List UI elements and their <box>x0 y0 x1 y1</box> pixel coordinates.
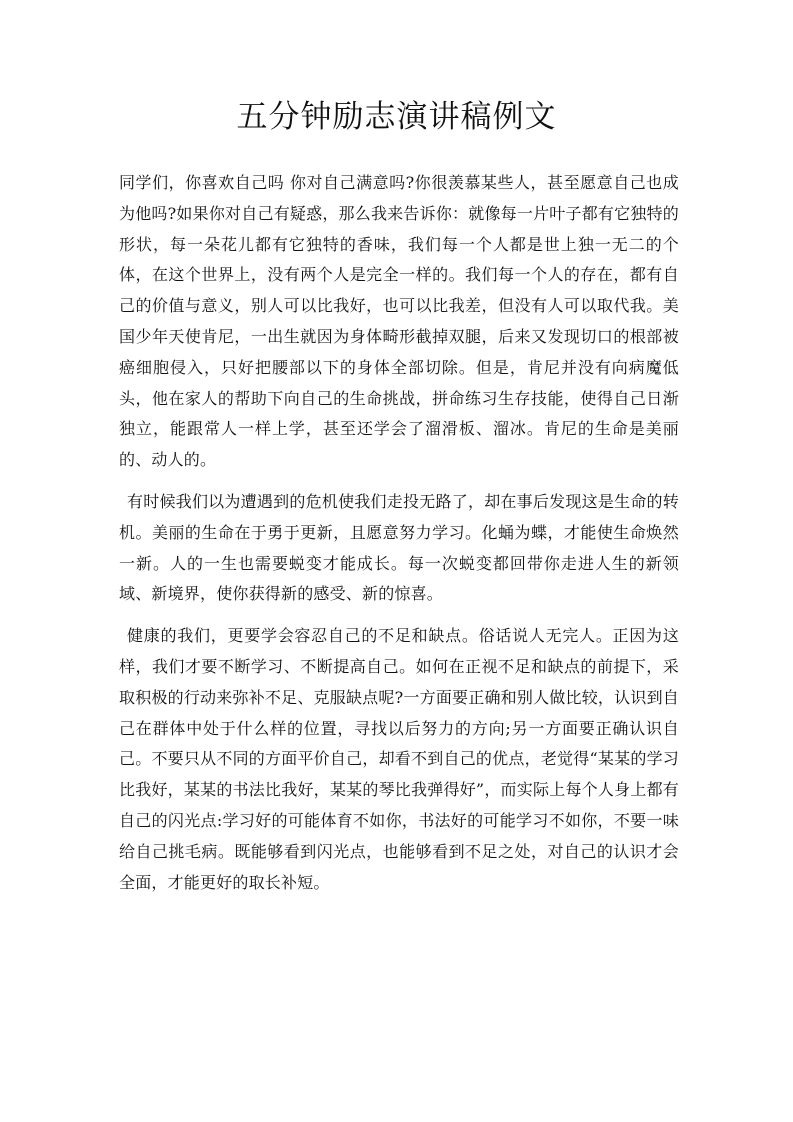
document-body <box>119 168 679 909</box>
paragraph-3: 健康的我们，更要学会容忍自己的不足和缺点。俗话说人无完人。正因为这样，我们才要不断学习、不断提高自己。如何在正视不足和缺点的前提下，采取积极的行动来弥补不足、克服缺点呢?一方面要正确和别人做比较，认识到自己在群体中处于什么样的位置，寻找以后努力的方向;另一方面要正确认识自己。不要只从不同的方面平价自己，却看不到自己的优点，老觉得“某某的学习比我好，某某的书法比我好，某某的琴比我弹得好”，而实际上每个人身上都有自己的闪光点:学习好的可能体育不如你，书法好的可能学习不如你，不要一味给自己挑毛病。既能够看到闪光点，也能够看到不足之处，对自己的认识才会全面，才能更好的取长补短。 <box>119 626 679 892</box>
paragraph-2: 有时候我们以为遭遇到的危机使我们走投无路了，却在事后发现这是生命的转机。美丽的生命在于勇于更新，且愿意努力学习。化蛹为蝶，才能使生命焕然一新。人的一生也需要蜕变才能成长。每一次蜕变都回带你走进人生的新领域、新境界，使你获得新的感受、新的惊喜。 <box>119 491 679 604</box>
paragraph-1: 同学们，你喜欢自己吗 你对自己满意吗?你很羡慕某些人，甚至愿意自己也成为他吗?如果你对自己有疑惑，那么我来告诉你：就像每一片叶子都有它独特的形状，每一朵花儿都有它独特的香味，我们每一个人都是世上独一无二的个体，在这个世界上，没有两个人是完全一样的。我们每一个人的存在，都有自己的价值与意义，别人可以比我好，也可以比我差，但没有人可以取代我。美国少年天使肯尼，一出生就因为身体畸形截掉双腿，后来又发现切口的根部被癌细胞侵入，只好把腰部以下的身体全部切除。但是，肯尼并没有向病魔低头，他在家人的帮助下向自己的生命挑战，拼命练习生存技能，使得自己日渐独立，能跟常人一样上学，甚至还学会了溜滑板、溜冰。肯尼的生命是美丽的、动人的。 <box>119 173 679 470</box>
page-title: 五分钟励志演讲稿例文 <box>236 99 557 135</box>
